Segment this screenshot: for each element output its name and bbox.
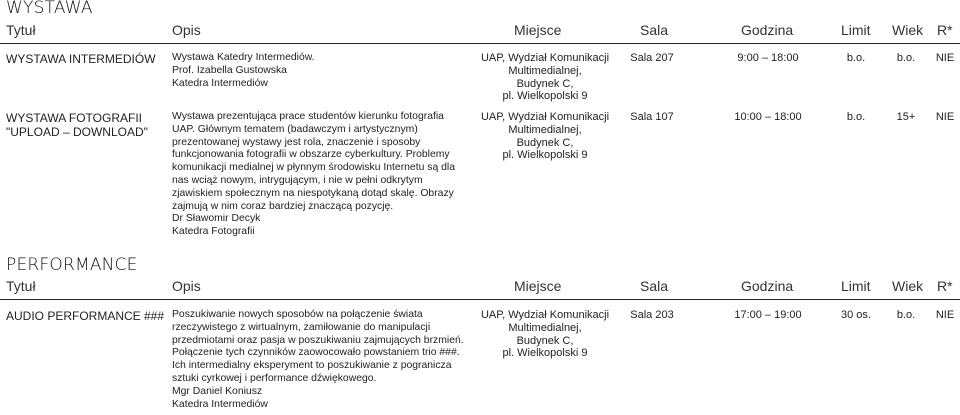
table-header-wystawa	[0, 22, 960, 42]
row-description: Wystawa Katedry Intermediów. Prof. Izabella Gustowska Katedra Intermediów	[172, 52, 315, 89]
row-limit: 30 os.	[841, 309, 871, 321]
row-location: UAP, Wydział Komunikacji Multimedialnej, Budynek C, pl. Wielkopolski 9	[480, 111, 610, 162]
col-header-wiek: Wiek	[892, 278, 924, 294]
row-age: b.o.	[896, 52, 916, 64]
row-title: WYSTAWA FOTOGRAFII "UPLOAD – DOWNLOAD"	[6, 111, 148, 140]
table-header-performance	[0, 278, 960, 298]
col-header-opis: Opis	[172, 278, 201, 294]
row-time: 17:00 – 19:00	[734, 309, 802, 321]
row-time: 9:00 – 18:00	[737, 52, 799, 64]
col-header-miejsce: Miejsce	[514, 22, 562, 38]
col-header-tytul: Tytuł	[6, 22, 36, 38]
row-room: Sala 207	[630, 52, 674, 64]
header-divider	[0, 43, 960, 44]
row-time: 10:00 – 18:00	[734, 111, 802, 123]
col-header-limit: Limit	[841, 22, 871, 38]
col-header-sala: Sala	[640, 278, 669, 294]
section-title-wystawa: WYSTAWA	[6, 0, 93, 18]
row-limit: b.o.	[846, 111, 866, 123]
col-header-r: R*	[937, 22, 953, 38]
row-title: AUDIO PERFORMANCE ###	[6, 309, 165, 323]
row-room: Sala 107	[630, 111, 674, 123]
col-header-wiek: Wiek	[892, 22, 924, 38]
header-divider	[0, 299, 960, 300]
row-title: WYSTAWA INTERMEDIÓW	[6, 52, 156, 66]
row-limit: b.o.	[846, 52, 866, 64]
col-header-tytul: Tytuł	[6, 278, 36, 294]
row-room: Sala 203	[630, 309, 674, 321]
row-description: Wystawa prezentująca prace studentów kierunku fotografia UAP. Głównym tematem (badawczym i artystycznym) prezentowanej wystawy jest rola, znaczenie i sposoby funkcjonowania fotografii w obszarze cyberkultury. Problemy komunikacji medialnej w płynnym środowisku Internetu są dla nas wciąż nowym, intrygującym, i nie w pełni odkrytym zjawiskiem społecznym na niespotykaną dotąd skalę. Obrazy zajmują w nim coraz bardziej znaczącą pozycję. Dr Sławomir Decyk Katedra Fotografii	[172, 111, 455, 238]
col-header-godzina: Godzina	[741, 278, 794, 294]
col-header-r: R*	[937, 278, 953, 294]
section-title-performance: PERFORMANCE	[6, 255, 138, 275]
row-age: b.o.	[896, 309, 916, 321]
col-header-opis: Opis	[172, 22, 201, 38]
row-reservation: NIE	[935, 52, 955, 64]
col-header-miejsce: Miejsce	[514, 278, 562, 294]
col-header-limit: Limit	[841, 278, 871, 294]
row-reservation: NIE	[935, 309, 955, 321]
row-age: 15+	[896, 111, 916, 123]
row-reservation: NIE	[935, 111, 955, 123]
col-header-sala: Sala	[640, 22, 669, 38]
row-location: UAP, Wydział Komunikacji Multimedialnej, Budynek C, pl. Wielkopolski 9	[480, 309, 610, 360]
row-location: UAP, Wydział Komunikacji Multimedialnej, Budynek C, pl. Wielkopolski 9	[480, 52, 610, 103]
col-header-godzina: Godzina	[741, 22, 794, 38]
row-description: Poszukiwanie nowych sposobów na połączenie świata rzeczywistego z wirtualnym, zamiłowanie do manipulacji przedmiotami oraz pasja w poszukiwaniu zajmujących brzmień. Połączenie tych czynników zaowocowało powstaniem trio ###. Ich intermedialny eksperyment to poszukiwanie z pogranicza sztuki cyrkowej i performance dźwiękowego. Mgr Daniel Koniusz Katedra Intermediów	[172, 309, 464, 410]
